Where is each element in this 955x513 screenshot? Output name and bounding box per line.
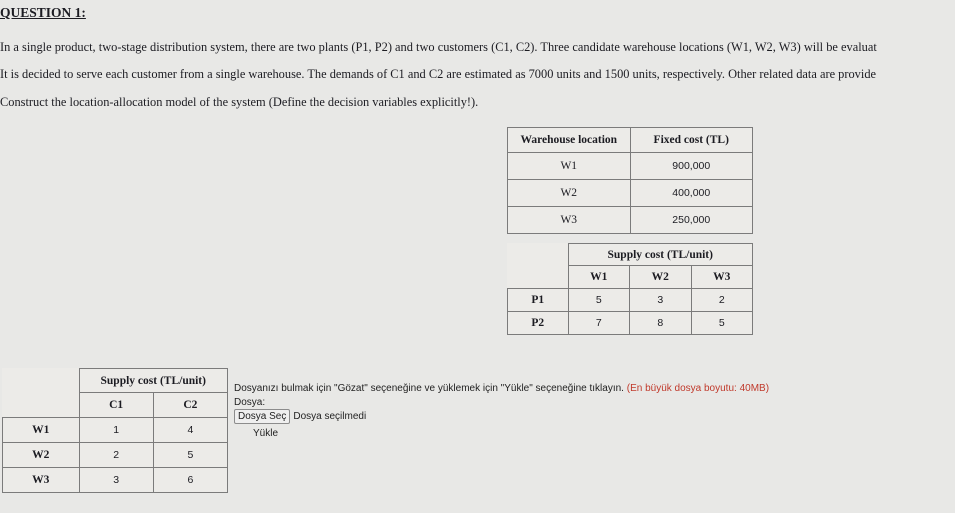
table-header-fixed-cost: Fixed cost (TL): [630, 128, 753, 153]
plant-label: P1: [508, 288, 569, 311]
table-header-warehouse-location: Warehouse location: [508, 128, 631, 153]
cost-cell: 2: [691, 288, 753, 311]
cost-cell: 4: [153, 417, 227, 442]
cost-cell: 5: [691, 311, 753, 334]
fixed-cost-cell: 900,000: [630, 153, 753, 180]
table-header-c2: C2: [153, 393, 227, 418]
table-header-w2: W2: [630, 266, 692, 289]
table-row: [3, 467, 228, 492]
table-row: [3, 442, 228, 467]
warehouse-cell: W3: [508, 207, 631, 234]
plant-supply-cost-table: [507, 243, 753, 335]
question-text-line-3: Construct the location-allocation model of the system (Define the decision variables explicitly!).: [0, 95, 479, 109]
file-upload-panel: [234, 383, 769, 439]
table-row: [508, 288, 753, 311]
table-row: [508, 311, 753, 334]
table-header-c1: C1: [79, 393, 153, 418]
fixed-cost-cell: 400,000: [630, 180, 753, 207]
warehouse-label: W1: [3, 417, 80, 442]
table-header-w3: W3: [691, 266, 753, 289]
warehouse-label: W2: [3, 442, 80, 467]
cost-cell: 3: [79, 467, 153, 492]
cost-cell: 5: [568, 288, 630, 311]
table-row: [508, 180, 753, 207]
cost-cell: 2: [79, 442, 153, 467]
question-text-line-2: It is decided to serve each customer from a single warehouse. The demands of C1 and C2 are estimated as 7000 units and 1500 units, respectively. Other related data are provide: [0, 67, 877, 81]
table-row: [3, 417, 228, 442]
cost-cell: 1: [79, 417, 153, 442]
fixed-cost-cell: 250,000: [630, 207, 753, 234]
warehouse-cell: W1: [508, 153, 631, 180]
upload-instruction-text: Dosyanızı bulmak için "Gözat" seçeneğine ve yüklemek için "Yükle" seçeneğine tıklayın.: [234, 383, 624, 394]
table-row: [508, 207, 753, 234]
cost-cell: 6: [153, 467, 227, 492]
table-title-supply-cost: Supply cost (TL/unit): [568, 244, 753, 266]
customer-supply-cost-table: [2, 368, 228, 493]
file-label: Dosya:: [234, 397, 266, 408]
table-title-supply-cost: Supply cost (TL/unit): [79, 369, 228, 393]
file-status-text: Dosya seçilmedi: [293, 411, 367, 422]
choose-file-button[interactable]: Dosya Seç: [234, 409, 290, 424]
cost-cell: 8: [630, 311, 692, 334]
max-file-size-note: (En büyük dosya boyutu: 40MB): [626, 383, 770, 394]
warehouse-cell: W2: [508, 180, 631, 207]
cost-cell: 7: [568, 311, 630, 334]
upload-instruction: [234, 383, 769, 394]
warehouse-label: W3: [3, 467, 80, 492]
table-row: [508, 153, 753, 180]
cost-cell: 3: [630, 288, 692, 311]
plant-label: P2: [508, 311, 569, 334]
upload-submit-button[interactable]: Yükle: [253, 428, 279, 439]
table-header-w1: W1: [568, 266, 630, 289]
question-text-line-1: In a single product, two-stage distribution system, there are two plants (P1, P2) and two customers (C1, C2). Three candidate warehouse locations (W1, W2, W3) will be evaluat: [0, 40, 877, 54]
cost-cell: 5: [153, 442, 227, 467]
question-title: QUESTION 1:: [0, 5, 86, 20]
warehouse-fixed-cost-table: [507, 127, 753, 234]
